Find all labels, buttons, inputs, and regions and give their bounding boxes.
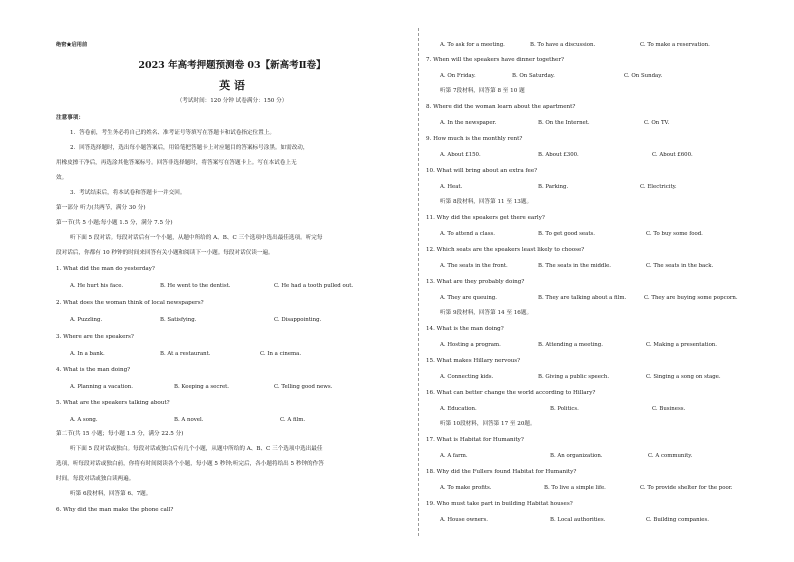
q3-option-a[interactable]: A. In a bank. — [70, 351, 105, 357]
section2-instr-2: 选项，听每段对话或独白前，你将有时间阅读各个小题，每小题 5 秒钟;听完后，各小题将给出 5 秒钟的作答 — [56, 461, 324, 467]
part1-title: 第一部分 听力(共两节，满分 30 分) — [56, 205, 146, 211]
q10-option-a[interactable]: A. Heat. — [440, 184, 463, 190]
exam-title: 2023 年高考押题预测卷 03【新高考Ⅱ卷】 — [138, 60, 326, 71]
q15-option-c[interactable]: C. Singing a song on stage. — [646, 374, 721, 380]
q16-option-c[interactable]: C. Business. — [652, 406, 686, 412]
q9-option-b[interactable]: B. About £300. — [538, 152, 579, 158]
q1-option-b[interactable]: B. He went to the dentist. — [160, 283, 231, 289]
q10-option-b[interactable]: B. Parking. — [538, 184, 569, 190]
section2-instr-3: 时间。每段对话或独白读两遍。 — [56, 476, 135, 482]
q10-option-c[interactable]: C. Electricity. — [640, 184, 677, 190]
question-10: 10. What will bring about an extra fee? — [426, 168, 538, 174]
q2-option-b[interactable]: B. Satisfying. — [160, 317, 197, 323]
q18-option-c[interactable]: C. To provide shelter for the poor. — [640, 485, 733, 491]
question-1: 1. What did the man do yesterday? — [56, 266, 155, 272]
section1-instr-2: 段对话后，你都有 10 秒钟的时间来回答有关小题和阅读下一小题。每段对话仅读一遍。 — [56, 250, 274, 256]
question-13: 13. What are they probably doing? — [426, 279, 525, 285]
q5-option-a[interactable]: A. A song. — [70, 417, 98, 423]
q19-option-b[interactable]: B. Local authorities. — [550, 517, 606, 523]
q19-option-c[interactable]: C. Building companies. — [646, 517, 709, 523]
listen-material-10: 听第 10段材料，回答第 17 至 20题。 — [440, 421, 536, 427]
section2-title: 第二节(共 15 小题；每小题 1.5 分，满分 22.5 分) — [56, 431, 184, 437]
question-11: 11. Why did the speakers get there early? — [426, 215, 545, 221]
section1-instr-1: 听下面 5 段对话。每段对话后有一个小题，从题中所给的 A、B、C 三个选项中选出最佳选项。听完每 — [70, 235, 323, 241]
q2-option-a[interactable]: A. Puzzling. — [70, 317, 103, 323]
question-14: 14. What is the man doing? — [426, 326, 504, 332]
question-6: 6. Why did the man make the phone call? — [56, 507, 174, 513]
note-3: 3．考试结束后，将本试卷和答题卡一并交回。 — [70, 190, 186, 196]
q17-option-a[interactable]: A. A farm. — [440, 453, 468, 459]
q13-option-c[interactable]: C. They are buying some popcorn. — [644, 295, 738, 301]
section1-title: 第一节(共 5 小题;每小题 1.5 分，满分 7.5 分) — [56, 220, 173, 226]
q11-option-b[interactable]: B. To get good seats. — [538, 231, 595, 237]
q9-option-c[interactable]: C. About £600. — [652, 152, 693, 158]
exam-info: （考试时间：120 分钟 试卷满分：150 分） — [176, 98, 288, 104]
listen-material-7: 听第 7段材料，回答第 8 至 10 题 — [440, 88, 525, 94]
q7-option-c[interactable]: C. On Sunday. — [624, 73, 663, 79]
question-15: 15. What makes Hillary nervous? — [426, 358, 521, 364]
q8-option-b[interactable]: B. On the Internet. — [538, 120, 590, 126]
q18-option-a[interactable]: A. To make profits. — [440, 485, 492, 491]
question-17: 17. What is Habitat for Humanity? — [426, 437, 524, 443]
q12-option-a[interactable]: A. The seats in the front. — [440, 263, 508, 269]
q3-option-b[interactable]: B. At a restaurant. — [160, 351, 211, 357]
q5-option-b[interactable]: B. A novel. — [174, 417, 204, 423]
q19-option-a[interactable]: A. House owners. — [440, 517, 488, 523]
notes-heading: 注意事项： — [56, 115, 84, 121]
note-2-end: 效。 — [56, 175, 68, 181]
question-5: 5. What are the speakers talking about? — [56, 400, 170, 406]
q16-option-a[interactable]: A. Education. — [440, 406, 477, 412]
q6-option-c[interactable]: C. To make a reservation. — [640, 42, 710, 48]
q17-option-b[interactable]: B. An organization. — [550, 453, 603, 459]
q11-option-c[interactable]: C. To buy some food. — [646, 231, 703, 237]
question-19: 19. Who must take part in building Habitat houses? — [426, 501, 573, 507]
q7-option-b[interactable]: B. On Saturday. — [512, 73, 555, 79]
q13-option-a[interactable]: A. They are queuing. — [440, 295, 497, 301]
listen-material-6: 听第 6段材料，回答第 6、7题。 — [70, 491, 152, 497]
question-2: 2. What does the woman think of local newspapers? — [56, 300, 204, 306]
q5-option-c[interactable]: C. A film. — [280, 417, 306, 423]
column-divider — [418, 28, 419, 536]
q4-option-b[interactable]: B. Keeping a secret. — [174, 384, 230, 390]
q6-option-a[interactable]: A. To ask for a meeting. — [440, 42, 505, 48]
q2-option-c[interactable]: C. Disappointing. — [274, 317, 322, 323]
listen-material-9: 听第 9段材料，回答第 14 至 16题。 — [440, 310, 533, 316]
q8-option-a[interactable]: A. In the newspaper. — [440, 120, 497, 126]
q13-option-b[interactable]: B. They are talking about a film. — [538, 295, 627, 301]
q11-option-a[interactable]: A. To attend a class. — [440, 231, 495, 237]
q14-option-c[interactable]: C. Making a presentation. — [646, 342, 717, 348]
question-4: 4. What is the man doing? — [56, 367, 131, 373]
q15-option-b[interactable]: B. Giving a public speech. — [538, 374, 610, 380]
q12-option-b[interactable]: B. The seats in the middle. — [538, 263, 611, 269]
question-3: 3. Where are the speakers? — [56, 334, 134, 340]
question-7: 7. When will the speakers have dinner together? — [426, 57, 565, 63]
q17-option-c[interactable]: C. A community. — [648, 453, 693, 459]
subject-title: 英 语 — [219, 79, 245, 92]
q9-option-a[interactable]: A. About £150. — [440, 152, 481, 158]
question-12: 12. Which seats are the speakers least likely to choose? — [426, 247, 585, 253]
secret-mark: 绝密★启用前 — [56, 42, 88, 48]
note-2-cont: 用橡皮擦干净后，再选涂其他答案标号。回答非选择题时，将答案写在答题卡上。写在本试卷上无 — [56, 160, 297, 166]
q1-option-c[interactable]: C. He had a tooth pulled out. — [274, 283, 354, 289]
q4-option-c[interactable]: C. Telling good news. — [274, 384, 333, 390]
q16-option-b[interactable]: B. Politics. — [550, 406, 579, 412]
listen-material-8: 听第 8段材料，回答第 11 至 13题。 — [440, 199, 533, 205]
q6-option-b[interactable]: B. To have a discussion. — [530, 42, 596, 48]
q14-option-b[interactable]: B. Attending a meeting. — [538, 342, 603, 348]
q1-option-a[interactable]: A. He hurt his face. — [70, 283, 124, 289]
question-18: 18. Why did the Fullers found Habitat for Humanity? — [426, 469, 577, 475]
q15-option-a[interactable]: A. Connecting kids. — [440, 374, 494, 380]
q8-option-c[interactable]: C. On TV. — [644, 120, 670, 126]
q14-option-a[interactable]: A. Hosting a program. — [440, 342, 501, 348]
q12-option-c[interactable]: C. The seats in the back. — [646, 263, 714, 269]
q18-option-b[interactable]: B. To live a simple life. — [544, 485, 606, 491]
note-2: 2．回答选择题时，选出每小题答案后，用铅笔把答题卡上对应题目的答案标号涂黑。如需改动， — [70, 145, 309, 151]
q7-option-a[interactable]: A. On Friday. — [440, 73, 476, 79]
section2-instr-1: 听下面 5 段对话或独白。每段对话或独白后有几个小题，从题中所给的 A、B、C 三个选项中选出最佳 — [70, 446, 323, 452]
q3-option-c[interactable]: C. In a cinema. — [260, 351, 302, 357]
question-16: 16. What can better change the world according to Hillary? — [426, 390, 596, 396]
question-9: 9. How much is the monthly rent? — [426, 136, 523, 142]
note-1: 1．答卷前，考生务必将自己的姓名、准考证号等填写在答题卡和试卷指定位置上。 — [70, 130, 275, 136]
q4-option-a[interactable]: A. Planning a vacation. — [70, 384, 133, 390]
question-8: 8. Where did the woman learn about the apartment? — [426, 104, 576, 110]
